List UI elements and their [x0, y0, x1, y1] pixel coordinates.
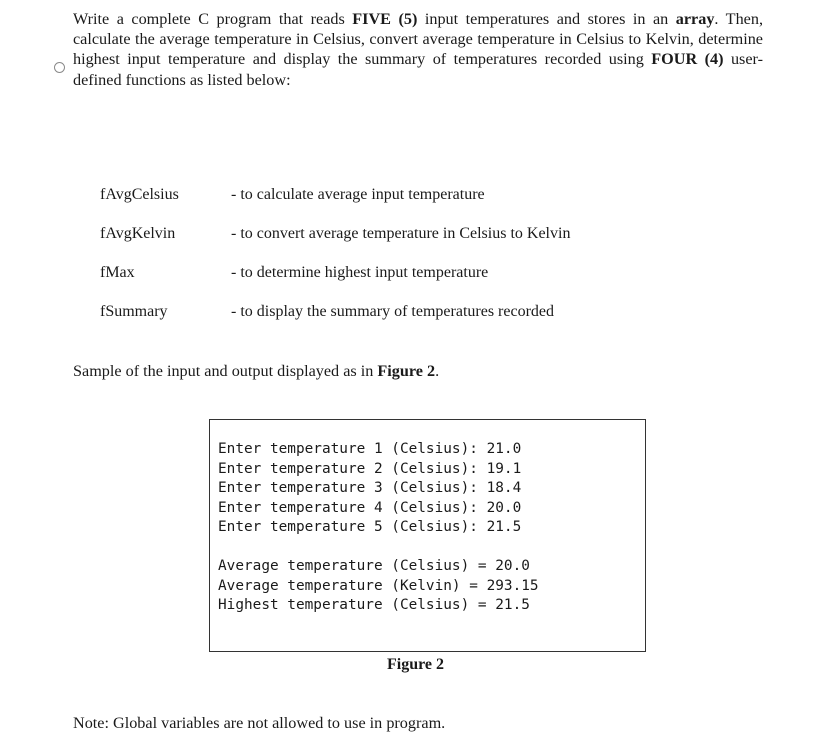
function-name: fSummary: [100, 303, 168, 320]
question-bold-four: FOUR (4): [651, 50, 724, 69]
console-output-box: [209, 419, 646, 652]
question-bold-array: array: [675, 10, 715, 28]
console-input-line: Enter temperature 4 (Celsius): 20.0: [218, 499, 522, 516]
console-input-line: Enter temperature 5 (Celsius): 21.5: [218, 519, 522, 535]
question-bold-five: FIVE (5): [352, 10, 418, 28]
question-text-part: Write a complete C program that reads: [73, 10, 353, 28]
question-text: [73, 9, 763, 90]
question-text-part: . Then, calculate the average temperature in Celsius, convert average temperature in Celsius to Kelvin, determine highest input temperature and display the summary of temperatures recorded using: [73, 10, 763, 69]
function-description: - to determine highest input temperature: [231, 264, 489, 281]
sample-figure-ref: Figure 2: [377, 362, 436, 380]
function-description: - to convert average temperature in Celsius to Kelvin: [231, 225, 571, 242]
function-description: - to calculate average input temperature: [231, 186, 485, 203]
console-output-line: Highest temperature (Celsius) = 21.5: [218, 597, 530, 613]
question-text-part: input temperatures and stores in an: [417, 10, 676, 28]
answer-radio-button[interactable]: [54, 62, 65, 73]
sample-text: Sample of the input and output displayed as in: [73, 362, 378, 380]
function-name: fMax: [100, 264, 135, 281]
console-output-line: Average temperature (Celsius) = 20.0: [218, 558, 530, 574]
console-input-line: Enter temperature 2 (Celsius): 19.1: [218, 460, 522, 477]
console-input-line: Enter temperature 3 (Celsius): 18.4: [218, 480, 522, 496]
function-description: - to display the summary of temperatures recorded: [231, 303, 554, 320]
sample-intro: [73, 361, 439, 381]
console-output-line: Average temperature (Kelvin) = 293.15: [218, 577, 539, 594]
console-input-line: Enter temperature 1 (Celsius): 21.0: [218, 441, 522, 457]
note-text: Note: Global variables are not allowed to use in program.: [73, 714, 446, 732]
question-text-part: user-defined functions as listed below:: [73, 50, 763, 89]
function-name: fAvgKelvin: [100, 225, 176, 242]
function-name: fAvgCelsius: [100, 186, 179, 203]
sample-period: .: [435, 362, 440, 380]
figure-caption: Figure 2: [387, 656, 445, 673]
